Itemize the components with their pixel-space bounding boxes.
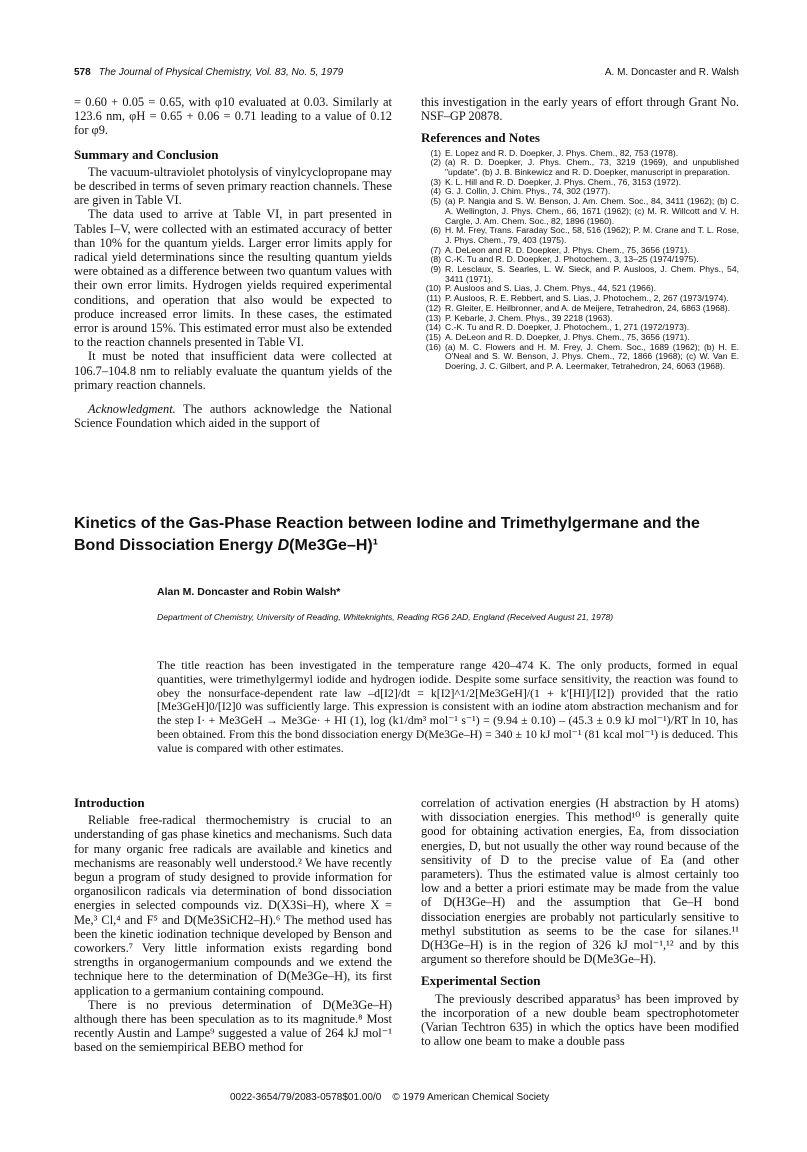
reference-text: K. L. Hill and R. D. Doepker, J. Phys. Chem., 76, 3153 (1972). xyxy=(445,176,681,187)
summary-paragraph-2: The data used to arrive at Table VI, in part presented in Tables I–V, were collected with an estimated accuracy of better than 10% for the quantum yields. Larger error limits apply for radical yield determinations since the resulting quantum yields were obtained as a difference between two quantum values with their own error limits. Hydrogen yields required experimental conditions, and operation that also would be expected to produce increased error limits. In these cases, the estimated error is around 15%. This estimated error must also be extended to the reaction channels presented in Table VI. xyxy=(74,207,392,350)
reference-text: G. J. Collin, J. Chim. Phys., 74, 302 (1977). xyxy=(445,186,611,197)
experimental-paragraph: The previously described apparatus³ has been improved by the incorporation of a new double beam spectrophotometer (Varian Techtron 635) in which the optics have been modified to allow one beam to make a double pass xyxy=(421,991,739,1049)
reference-item xyxy=(421,343,739,372)
introduction-heading: Introduction xyxy=(74,795,145,810)
reference-text: (a) M. C. Flowers and H. M. Frey, J. Chem. Soc., 1689 (1962); (b) H. E. O'Neal and S. W. Benson, J. Phys. Chem., 72, 1866 (1968); (c) W. Van E. Doering, J. C. Gilbert, and P. A. Leermaker, Tetrahedron, 24, 6063 (1968). xyxy=(445,341,739,372)
reference-number: (5) xyxy=(430,196,441,207)
abstract xyxy=(157,659,738,756)
summary-paragraph-1: The vacuum-ultraviolet photolysis of vinylcyclopropane may be described in terms of seven primary reaction channels. These are given in Table VI. xyxy=(74,164,392,208)
acknowledgment-text: The authors acknowledge the National Science Foundation which aided in the support of xyxy=(74,402,392,431)
reference-text: A. DeLeon and R. D. Doepker, J. Phys. Chem., 75, 3656 (1971). xyxy=(445,244,690,255)
references-heading: References and Notes xyxy=(421,130,540,146)
reference-number: (3) xyxy=(430,176,441,187)
reference-text: P. Ausloos and S. Lias, J. Chem. Phys., 44, 521 (1966). xyxy=(445,283,656,294)
summary-heading: Summary and Conclusion xyxy=(74,146,219,162)
footer-copyright: © 1979 American Chemical Society xyxy=(392,1092,550,1103)
page-footer xyxy=(230,1092,549,1103)
reference-text: E. Lopez and R. D. Doepker, J. Phys. Chem., 82, 753 (1978). xyxy=(445,147,679,158)
acknowledgment-label: Acknowledgment. xyxy=(88,402,176,417)
reference-text: P. Ausloos, R. E. Rebbert, and S. Lias, J. Photochem., 2, 267 (1973/1974). xyxy=(445,293,729,304)
title-line-2: Bond Dissociation Energy D(Me3Ge–H)¹ xyxy=(74,537,379,554)
intro-paragraph-2: There is no previous determination of D(Me3Ge–H) although there has been speculation as to its magnitude.⁸ Most recently Austin and Lampe⁹ suggested a value of 264 kJ mol⁻¹ based on the semiempirical BEBO method for xyxy=(74,997,392,1055)
page-number: 578 xyxy=(74,67,91,78)
continued-paragraph: = 0.60 + 0.05 = 0.65, with φ10 evaluated at 0.03. Similarly at 123.6 nm, φH = 0.65 + 0.06 = 0.71 leading to a value of 0.12 for φ9. xyxy=(74,95,392,138)
reference-item xyxy=(421,158,739,177)
reference-item xyxy=(421,197,739,226)
article-left-column xyxy=(74,796,392,1055)
reference-text: R. Gleiter, E. Heilbronner, and A. de Meijere, Tetrahedron, 24, 6863 (1968). xyxy=(445,302,731,313)
reference-number: (11) xyxy=(426,293,441,304)
reference-number: (6) xyxy=(430,225,441,236)
abstract-text: The title reaction has been investigated in the temperature range 420–474 K. The only products, formed in equal quantities, were trimethylgermyl iodide and hydrogen iodide. Despite some surface sensitivity, the reaction was found to obey the nonsurface-dependent rate law –d[I2]/dt = k[I2]^1/2[Me3GeH]/(1 + k′[HI]/[I2]) provided that the ratio [Me3GeH]0/[I2]0 was sufficiently large. This expression is consistent with an iodine atom abstraction mechanism and for the step I· + Me3GeH → Me3Ge· + HI (1), log (k1/dm³ mol⁻¹ s⁻¹) = (9.94 ± 0.10) – (45.3 ± 0.9 kJ mol⁻¹)/RT ln 10, has been obtained. From this the bond dissociation energy D(Me3Ge–H) = 340 ± 10 kJ mol⁻¹ (81 kcal mol⁻¹) is deduced. This value is compared with other estimates. xyxy=(157,658,738,755)
article-affiliation: Department of Chemistry, University of Reading, Whiteknights, Reading RG6 2AD, England (Received August 21, 1978) xyxy=(157,612,614,622)
article-authors: Alan M. Doncaster and Robin Walsh* xyxy=(157,586,341,598)
intro-continued: correlation of activation energies (H abstraction by H atoms) with dissociation energies. This method¹⁰ is generally quite good for obtaining activation energies, Ea, from dissociation energies, D, but not usually the other way round because of the sensitivity of D to the precise value of Ea (and other parameters). Thus the estimated value is almost certainly too low and a better a priori estimate may be made from the value of D(H3Ge–H) and the assumption that Ge–H bond dissociation energies are probably not particularly sensitive to methyl substitution as seems to be the case for silanes.¹¹ D(H3Ge–H) is in the region of 326 kJ mol⁻¹,¹² and by this argument so therefore should be D(Me3Ge–H). xyxy=(421,796,739,967)
running-header xyxy=(74,67,739,81)
experimental-heading: Experimental Section xyxy=(421,973,541,989)
prev-article-right-column xyxy=(421,95,739,372)
reference-number: (16) xyxy=(425,341,441,352)
reference-text: (a) R. D. Doepker, J. Phys. Chem., 73, 3219 (1969), and unpublished "update". (b) J. B. Binkewicz and R. D. Doepker, manuscript in preparation. xyxy=(445,157,739,178)
footer-code: 0022-3654/79/2083-0578$01.00/0 xyxy=(230,1092,382,1103)
reference-text: H. M. Frey, Trans. Faraday Soc., 58, 516 (1962); P. M. Crane and T. L. Rose, J. Phys. Chem., 79, 403 (1975). xyxy=(445,225,739,245)
prev-article-left-column xyxy=(74,95,392,430)
reference-number: (10) xyxy=(425,283,441,294)
reference-number: (15) xyxy=(425,331,441,342)
title-line-1: Kinetics of the Gas-Phase Reaction between Iodine and Trimethylgermane and the xyxy=(74,515,700,532)
article-right-column xyxy=(421,796,739,1048)
reference-text: (a) P. Nangia and S. W. Benson, J. Am. Chem. Soc., 84, 3411 (1962); (b) C. A. Wellington, J. Phys. Chem., 66, 1671 (1962); (c) M. R. Willcott and V. H. Cargle, J. Am. Chem. Soc., 82, 1896 (1960). xyxy=(445,196,739,226)
journal-citation: The Journal of Physical Chemistry, Vol. 83, No. 5, 1979 xyxy=(98,67,344,78)
reference-number: (12) xyxy=(425,302,441,313)
summary-paragraph-3: It must be noted that insufficient data were collected at 106.7–104.8 nm to reliably evaluate the quantum yields of the primary reaction channels. xyxy=(74,349,392,392)
reference-text: P. Kebarle, J. Chem. Phys., 39 2218 (1963). xyxy=(445,312,613,323)
reference-number: (7) xyxy=(430,244,441,255)
reference-list xyxy=(421,149,739,372)
article-title xyxy=(74,513,734,557)
reference-number: (2) xyxy=(430,157,441,168)
intro-paragraph-1: Reliable free-radical thermochemistry is crucial to an understanding of gas phase kinetics and mechanisms. Such data for many organic free radicals are available and kinetics and mechanisms are reasonably well understood.² We have recently begun a program of study designed to provide information for organosilicon radicals via determination of bond dissociation energies in selected compounds viz. D(X3Si–H), where X = Me,³ Cl,⁴ and F⁵ and D(Me3SiCH2–H).⁶ The method used has been the kinetic iodination technique developed by Benson and coworkers.⁷ Very little information exists regarding bond strengths in organogermanium compounds and we extend the technique here to the determination of D(Me3Ge–H), its first application to a germanium containing compound. xyxy=(74,813,392,998)
reference-item xyxy=(421,226,739,245)
reference-number: (13) xyxy=(425,312,441,323)
reference-text: C.-K. Tu and R. D. Doepker, J. Photochem., 3, 13–25 (1974/1975). xyxy=(445,254,699,265)
reference-text: R. Lesclaux, S. Searles, L. W. Sieck, and P. Ausloos, J. Chem. Phys., 54, 3411 (1971). xyxy=(445,264,739,284)
reference-number: (1) xyxy=(430,147,441,158)
reference-number: (14) xyxy=(425,322,441,333)
reference-number: (4) xyxy=(430,186,441,197)
header-authors: A. M. Doncaster and R. Walsh xyxy=(604,67,739,78)
reference-number: (8) xyxy=(430,254,441,265)
reference-number: (9) xyxy=(430,264,441,275)
reference-text: A. DeLeon and R. D. Doepker, J. Phys. Chem., 75, 3656 (1971). xyxy=(445,331,690,342)
reference-item xyxy=(421,265,739,284)
acknowledgment-continued: this investigation in the early years of effort through Grant No. NSF–GP 20878. xyxy=(421,95,739,124)
acknowledgment-paragraph xyxy=(74,402,392,430)
reference-text: C.-K. Tu and R. D. Doepker, J. Photochem., 1, 271 (1972/1973). xyxy=(445,322,690,333)
